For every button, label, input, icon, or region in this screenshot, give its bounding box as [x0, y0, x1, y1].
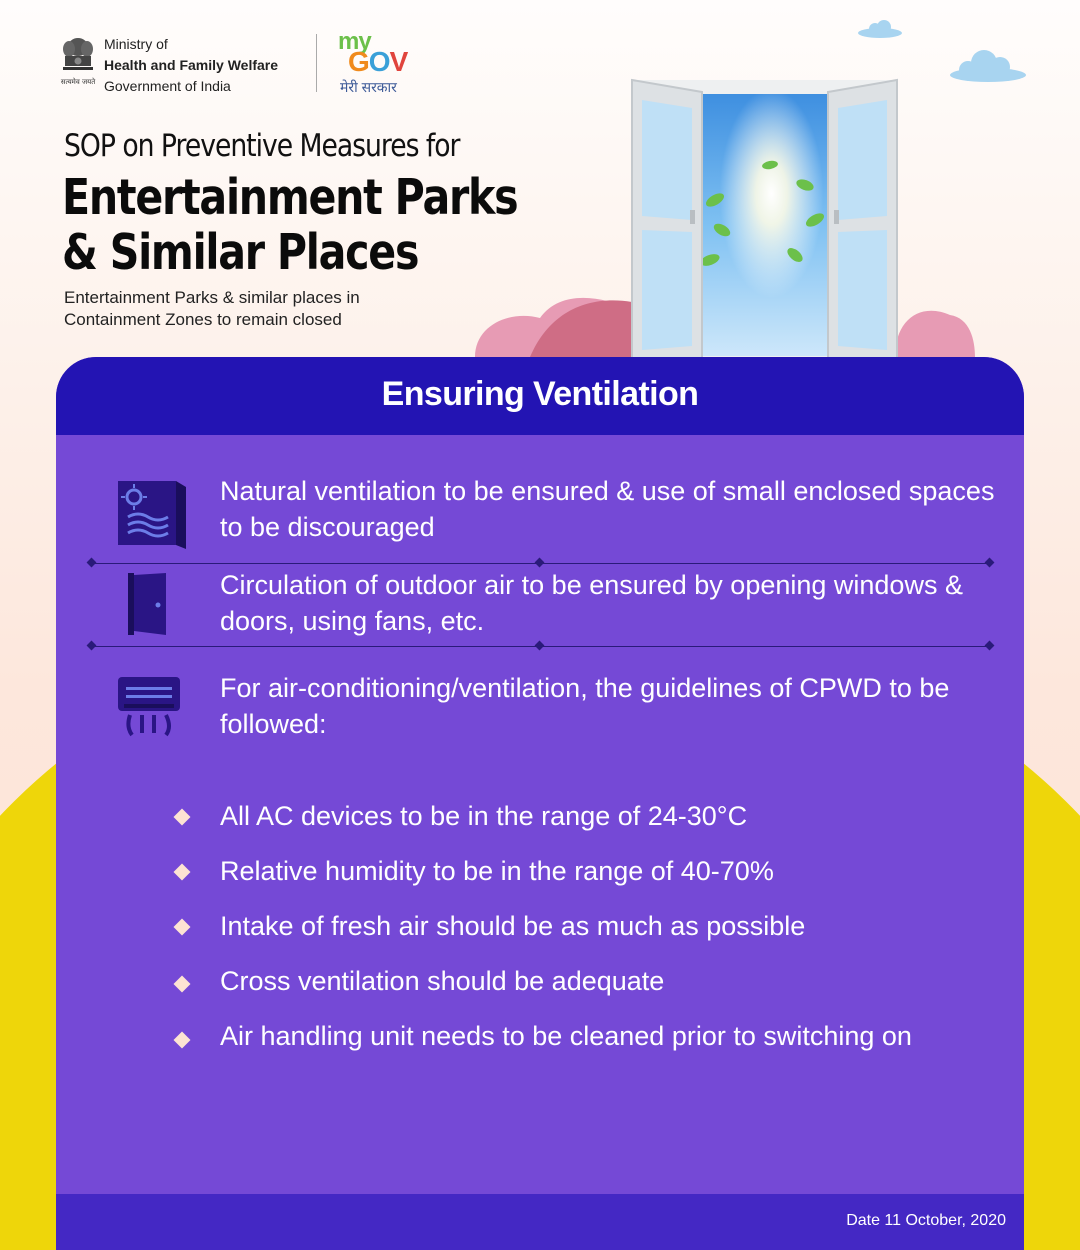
title-line2: & Similar Places	[62, 224, 419, 281]
subtitle-line1: Entertainment Parks & similar places in	[64, 288, 360, 307]
page-title	[62, 170, 517, 280]
bullet-diamond-icon	[174, 1032, 191, 1049]
ventilation-window-icon	[118, 479, 186, 549]
subtitle-line2: Containment Zones to remain closed	[64, 310, 342, 329]
open-window-illustration	[470, 70, 1010, 360]
ministry-name	[104, 34, 278, 97]
bullet-diamond-icon	[174, 864, 191, 881]
item-natural-ventilation: Natural ventilation to be ensured & use of small enclosed spaces to be discouraged	[220, 476, 995, 542]
national-emblem-icon	[60, 34, 96, 92]
card-header	[56, 357, 1024, 435]
open-door-icon	[128, 573, 168, 635]
bullet-ahu-cleaning: Air handling unit needs to be cleaned prior to switching on	[220, 1021, 912, 1051]
subtitle	[64, 287, 464, 331]
bullet-diamond-icon	[174, 809, 191, 826]
item-outdoor-air: Circulation of outdoor air to be ensured by opening windows & doors, using fans, etc.	[220, 570, 963, 636]
ministry-line3: Government of India	[104, 78, 231, 94]
sop-line: SOP on Preventive Measures for	[64, 128, 460, 164]
title-line1: Entertainment Parks	[62, 169, 518, 226]
mygov-logo	[336, 28, 436, 98]
bullet-fresh-air: Intake of fresh air should be as much as possible	[220, 911, 806, 941]
item-ac-guidelines: For air-conditioning/ventilation, the guidelines of CPWD to be followed:	[220, 673, 950, 739]
header-divider	[316, 34, 317, 92]
air-conditioner-icon	[118, 675, 180, 737]
bullet-humidity: Relative humidity to be in the range of 40-70%	[220, 856, 774, 886]
bullet-ac-range: All AC devices to be in the range of 24-30°C	[220, 801, 748, 831]
separator	[90, 563, 990, 564]
ministry-line1: Ministry of	[104, 36, 168, 52]
bullet-cross-ventilation: Cross ventilation should be adequate	[220, 966, 665, 996]
mygov-gov: GOV	[348, 46, 408, 77]
footer-bar	[56, 1194, 1024, 1250]
ventilation-card	[56, 357, 1024, 1250]
bullet-diamond-icon	[174, 976, 191, 993]
card-heading: Ensuring Ventilation	[381, 375, 699, 413]
ministry-line2: Health and Family Welfare	[104, 57, 279, 73]
bullet-diamond-icon	[174, 919, 191, 936]
mygov-hindi: मेरी सरकार	[340, 79, 397, 95]
separator	[90, 646, 990, 647]
emblem-caption: सत्यमेव जयते	[60, 78, 96, 86]
date-label: Date 11 October, 2020	[846, 1212, 1006, 1229]
mygov-my: my	[338, 28, 371, 55]
